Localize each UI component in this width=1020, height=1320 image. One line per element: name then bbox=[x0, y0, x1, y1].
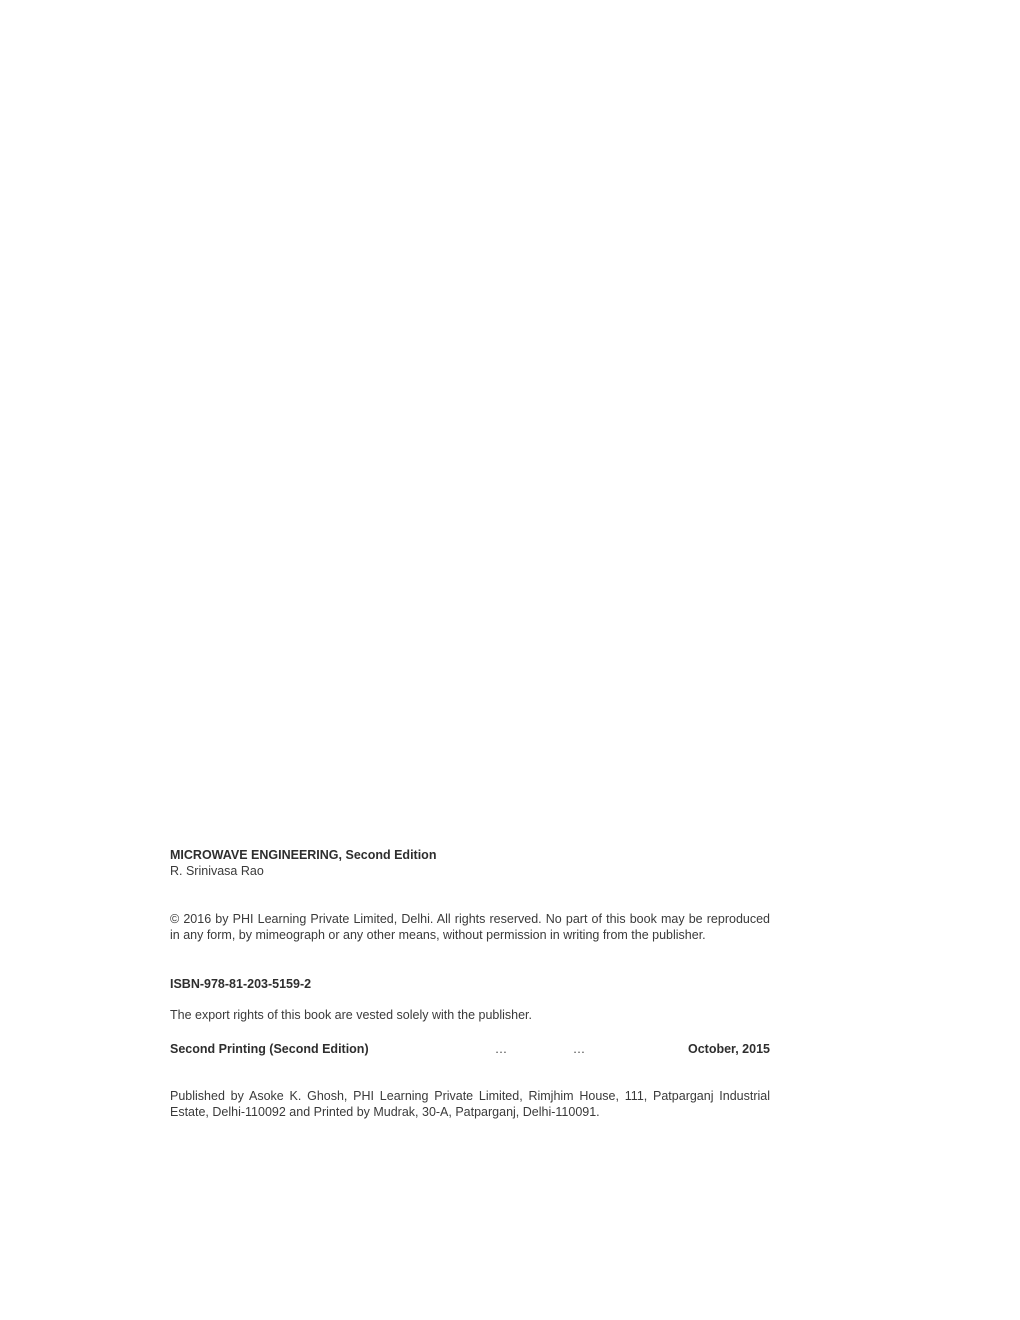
printing-label: Second Printing (Second Edition) bbox=[170, 1042, 369, 1056]
printing-date: October, 2015 bbox=[688, 1042, 770, 1056]
printing-separator-1: … bbox=[494, 1042, 508, 1056]
title-block bbox=[170, 847, 770, 879]
export-rights: The export rights of this book are vested solely with the publisher. bbox=[170, 1008, 532, 1022]
copyright-notice: © 2016 by PHI Learning Private Limited, Delhi. All rights reserved. No part of this book may be reproduced in any form, by mimeograph or any other means, without permission in writing from the publisher. bbox=[170, 912, 770, 942]
publisher-info: Published by Asoke K. Ghosh, PHI Learning Private Limited, Rimjhim House, 111, Patparganj Industrial Estate, Delhi-110092 and Printed by Mudrak, 30-A, Patparganj, Delhi-110091. bbox=[170, 1089, 770, 1119]
printing-info bbox=[170, 1041, 770, 1057]
book-author: R. Srinivasa Rao bbox=[170, 864, 264, 878]
isbn: ISBN-978-81-203-5159-2 bbox=[170, 977, 312, 991]
book-title: MICROWAVE ENGINEERING, Second Edition bbox=[170, 848, 437, 862]
printing-separator-2: … bbox=[572, 1042, 586, 1056]
